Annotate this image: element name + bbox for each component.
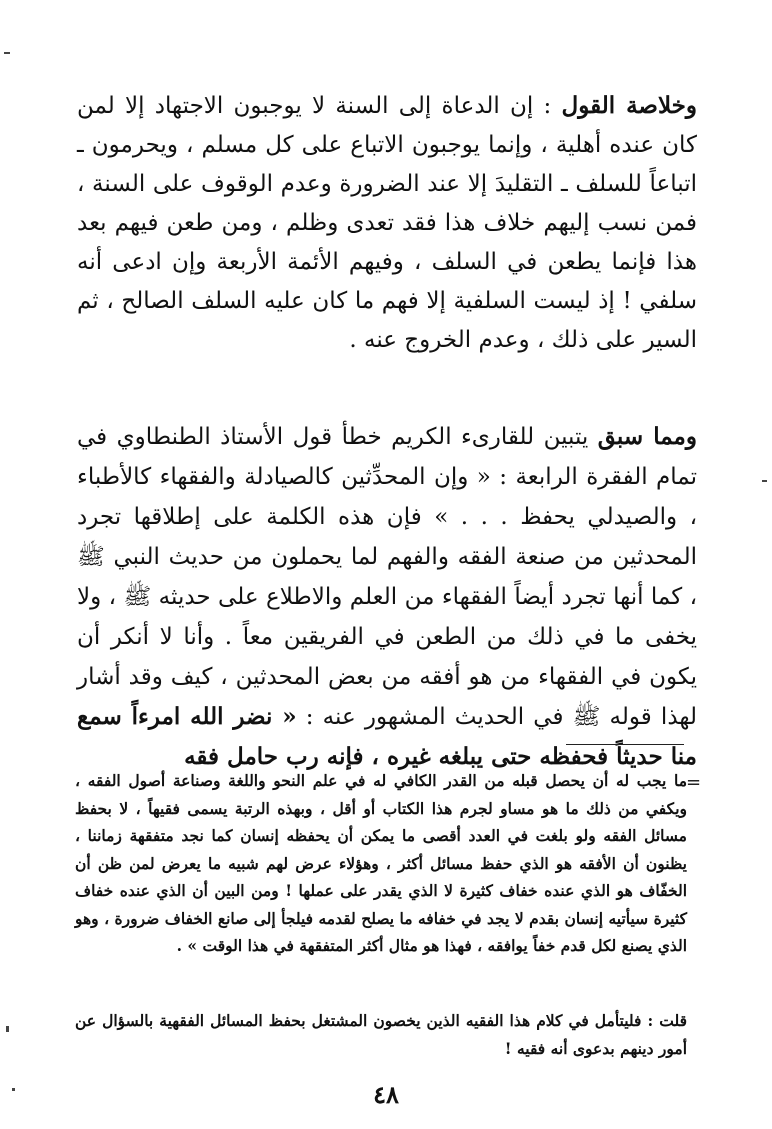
paragraph-argument xyxy=(77,417,697,777)
footnote-separator xyxy=(566,744,684,745)
footnote-text: ما يجب له أن يحصل قبله من القدر الكافي له في علم النحو واللغة وصناعة أصول الفقه ، ويكفي من ذلك ما هو مساو لجرم هذا الكتاب أو أقل ، وبهذه الرتبة يسمى فقيهاً ، لا بحفظ مسائل الفقه ولو بلغت في العدد أقصى ما يمكن أن يحفظه إنسان كما نجد متفقهة زماننا ، يظنون أن الأفقه هو الذي حفظ مسائل أكثر ، وهؤلاء عرض لهم شبيه ما يعرض لمن ظن أن الخفّاف هو الذي عنده خفاف كثيرة لا الذي يقدر على عملها ! ومن البين أن الذي عنده خفاف كثيرة سيأتيه إنسان بقدم لا يجد في خفافه ما يصلح لقدمه فيلجأ إلى صانع الخفاف ضرورة ، وهو الذي يصنع لكل قدم خفاً يوافقه ، فهذا هو مثال أكثر المتفقهة في هذا الوقت » . xyxy=(75,771,687,955)
paragraph-lead: ومما سبق xyxy=(597,423,697,450)
paragraph-conclusion xyxy=(77,86,697,360)
page-number: ٤٨ xyxy=(373,1080,399,1109)
hadith-quote: « نضر الله امرءاً سمع منا حديثاً فحفظه حتى يبلغه غيره ، فإنه رب حامل فقه xyxy=(77,703,697,770)
note-text: فليتأمل في كلام هذا الفقيه الذين يخصون المشتغل بحفظ المسائل الفقهية بالسؤال عن أمور دينهم بدعوى أنه فقيه ! xyxy=(75,1011,687,1058)
paragraph-text: : إن الدعاة إلى السنة لا يوجبون الاجتهاد إلا لمن كان عنده أهلية ، وإنما يوجبون الاتباع على كل مسلم ، ويحرمون ـ اتباعاً للسلف ـ التقليدَ إلا عند الضرورة وعدم الوقوف على السنة ، فمن نسب إليهم خلاف هذا فقد تعدى وظلم ، ومن طعن فيهم بعد هذا فإنما يطعن في السلف ، وفيهم الأئمة الأربعة وإن ادعى أنه سلفي ! إذ ليست السلفية إلا فهم ما كان عليه السلف الصالح ، ثم السير على ذلك ، وعدم الخروج عنه . xyxy=(77,93,697,353)
scan-margin-mark xyxy=(4,52,10,54)
scan-margin-mark xyxy=(6,1026,9,1032)
paragraph-lead: وخلاصة القول xyxy=(561,92,697,119)
footnote-note xyxy=(75,1007,687,1062)
note-lead: قلت : xyxy=(647,1011,687,1030)
paragraph-text: يتبين للقارىء الكريم خطأ قول الأستاذ الطنطاوي في تمام الفقرة الرابعة : « وإن المحدِّثين كالصيادلة والفقهاء كالأطباء ، والصيدلي يحفظ . . . » فإن هذه الكلمة على إطلاقها تجرد المحدثين من صنعة الفقه والفهم لما يحملون من حديث النبي ﷺ ، كما أنها تجرد أيضاً الفقهاء من العلم والاطلاع على حديثه ﷺ ، ولا يخفى ما في ذلك من الطعن في الفريقين معاً . وأنا لا أنكر أن يكون في الفقهاء من هو أفقه من بعض المحدثين ، كيف وقد أشار لهذا قوله ﷺ في الحديث المشهور عنه : xyxy=(77,424,697,730)
footnote-continuation-mark: = xyxy=(686,772,702,793)
scan-margin-mark xyxy=(762,480,767,482)
